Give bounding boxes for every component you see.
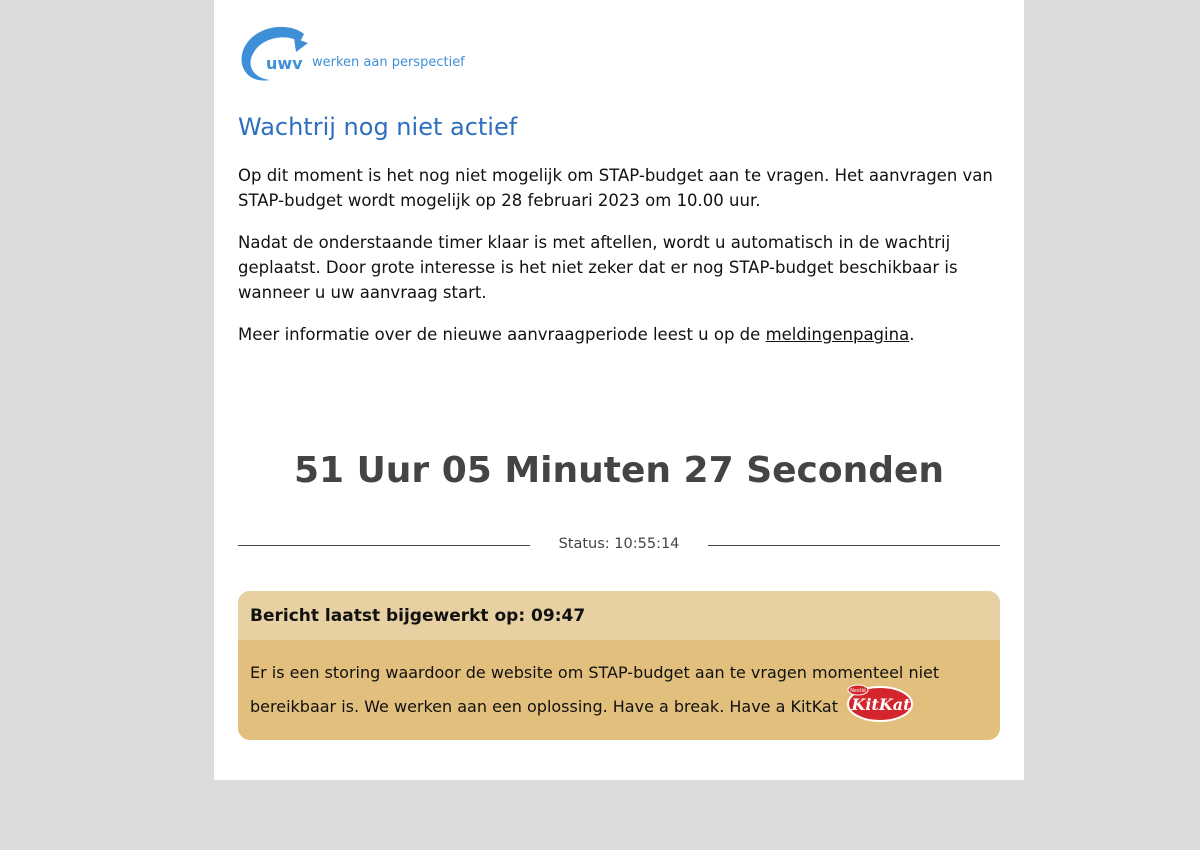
uwv-logo-icon xyxy=(238,22,308,86)
kitkat-logo xyxy=(846,681,914,730)
notice-body xyxy=(238,640,1000,730)
status-row xyxy=(238,535,1000,557)
status-text: Status: 10:55:14 xyxy=(558,536,680,552)
logo-tagline: werken aan perspectief xyxy=(312,55,465,70)
info-paragraph-prefix: Meer informatie over de nieuwe aanvraagperiode leest u op de xyxy=(238,325,766,344)
uwv-logo[interactable] xyxy=(238,22,498,86)
uwv-logo-text: uwv xyxy=(266,54,303,73)
countdown-timer: 51 Uur 05 Minuten 27 Seconden xyxy=(293,450,945,491)
notice-box xyxy=(238,591,1000,740)
meldingenpagina-link[interactable]: meldingenpagina xyxy=(765,325,910,344)
info-paragraph-suffix: . xyxy=(909,325,915,344)
notice-message: Er is een storing waardoor de website om STAP-budget aan te vragen momenteel niet bereikbaar is. We werken aan een oplossing. Have a break. Have a KitKat xyxy=(250,663,940,716)
kitkat-badge-text: Nestlé xyxy=(850,688,866,694)
page-container xyxy=(214,0,1024,780)
status-divider-left xyxy=(238,545,530,546)
queue-paragraph: Nadat de onderstaande timer klaar is met aftellen, wordt u automatisch in de wachtrij geplaatst. Door grote interesse is het niet zeker dat er nog STAP-budget beschikbaar is wanneer u uw aanvraag start. xyxy=(238,233,958,302)
kitkat-logo-icon xyxy=(846,681,914,723)
intro-paragraph: Op dit moment is het nog niet mogelijk om STAP-budget aan te vragen. Het aanvragen van STAP-budget wordt mogelijk op 28 februari 2023 om 10.00 uur. xyxy=(238,166,993,210)
status-divider-right xyxy=(708,545,1000,546)
kitkat-logo-text: KitKat xyxy=(851,695,911,714)
notice-header: Bericht laatst bijgewerkt op: 09:47 xyxy=(238,591,1000,640)
info-paragraph xyxy=(238,322,1000,347)
page-title: Wachtrij nog niet actief xyxy=(238,113,518,141)
